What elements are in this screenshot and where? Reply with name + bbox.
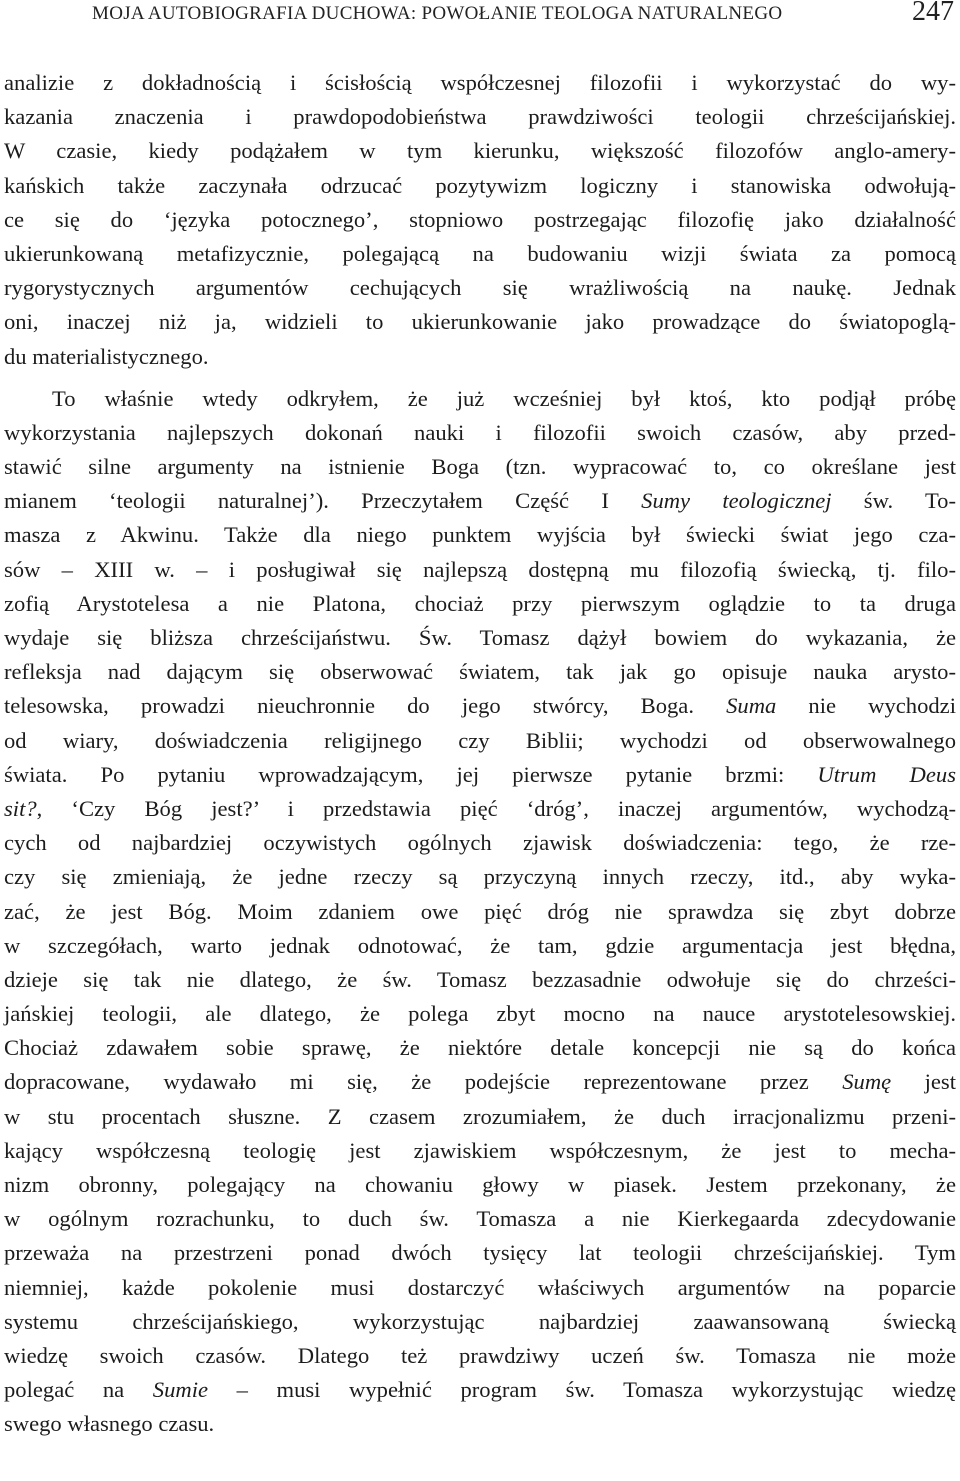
text-line: od wiary, doświadczenia religijnego czy Biblii; wychodzi od obserwowalnego — [4, 727, 956, 753]
text-line: cych od najbardziej oczywistych ogólnych zjawisk doświadczenia: tego, że rze- — [4, 830, 956, 856]
paragraph-2 — [4, 382, 956, 1442]
text-line: w stu procentach słuszne. Z czasem zrozumiałem, że duch irracjonalizmu przeni- — [4, 1103, 956, 1129]
page-number: 247 — [912, 0, 954, 27]
text-line: przeważa na przestrzeni ponad dwóch tysięcy lat teologii chrześcijańskiej. Tym — [4, 1240, 956, 1266]
text-line: zofią Arystotelesa a nie Platona, chociaż przy pierwszym oglądzie to ta druga — [4, 590, 956, 616]
body-text — [4, 66, 956, 1442]
text-line — [4, 689, 956, 723]
text-line: To właśnie wtedy odkryłem, że już wcześniej był ktoś, kto podjął próbę — [52, 385, 956, 411]
text-run: nie wychodzi — [776, 693, 956, 719]
italic-title: Suma — [726, 693, 777, 719]
text-line: swego własnego czasu. — [4, 1411, 215, 1437]
italic-title: Sumie — [152, 1377, 208, 1403]
text-run: mianem ‘teologii naturalnej’). Przeczytałem Część I — [4, 488, 642, 514]
text-line: dzieje się tak nie dlatego, że św. Tomasz bezzasadnie odwołuje się do chrześci- — [4, 966, 956, 992]
text-line — [4, 758, 956, 792]
italic-latin: Utrum Deus — [817, 761, 956, 787]
text-run: polegać na — [4, 1377, 153, 1403]
text-run: św. To- — [831, 488, 956, 514]
text-line: du materialistycznego. — [4, 343, 209, 369]
text-line: stawić silne argumenty na istnienie Boga (tzn. wypracować to, co określane jest — [4, 454, 956, 480]
text-line: analizie z dokładnością i ścisłością współczesnej filozofii i wykorzystać do wy- — [4, 70, 956, 95]
text-line: nizm obronny, polegający na chowaniu głowy w piasek. Jestem przekonany, że — [4, 1172, 956, 1197]
italic-title: Sumę — [842, 1069, 892, 1095]
text-line: oni, inaczej niż ja, widzieli to ukierunkowanie jako prowadzące do światopoglą- — [4, 309, 956, 335]
text-line: czy się zmieniają, że jedne rzeczy są przyczyną innych rzeczy, itd., aby wyka- — [4, 864, 956, 890]
text-line — [4, 1065, 956, 1099]
text-line — [4, 484, 956, 518]
text-line: rygorystycznych argumentów cechujących się wrażliwością na naukę. Jednak — [4, 275, 956, 301]
text-line — [4, 1373, 956, 1407]
text-line: wiedzę swoich czasów. Dlatego też prawdziwy uczeń św. Tomasza nie może — [4, 1342, 956, 1368]
text-line: masza z Akwinu. Także dla niego punktem wyjścia był świecki świat jego cza- — [4, 522, 956, 548]
text-run: – musi wypełnić program św. Tomasza wykorzystując wiedzę — [208, 1377, 956, 1403]
text-run: telesowska, prowadzi nieuchronnie do jego stwórcy, Boga. — [4, 693, 727, 719]
text-line: wydaje się bliższa chrześcijaństwu. Św. Tomasz dążył bowiem do wykazania, że — [4, 625, 956, 650]
text-line: w szczegółach, warto jednak odnotować, że tam, gdzie argumentacja jest błędna, — [4, 932, 956, 958]
italic-latin: sit? — [4, 795, 37, 821]
text-line — [4, 792, 956, 826]
running-header — [0, 0, 960, 40]
paragraph-1 — [4, 66, 956, 374]
text-line: zać, że jest Bóg. Moim zdaniem owe pięć dróg nie sprawdza się zbyt dobrze — [4, 898, 956, 924]
text-run: , ‘Czy Bóg jest?’ i przedstawia pięć ‘dróg’, inaczej argumentów, wychodzą- — [36, 795, 956, 821]
text-run: świata. Po pytaniu wprowadzającym, jej pierwsze pytanie brzmi: — [4, 761, 818, 787]
text-line: Chociaż zdawałem sobie sprawę, że niektóre detale koncepcji nie są do końca — [4, 1035, 956, 1061]
text-line: wykorzystania najlepszych dokonań nauki i filozofii swoich czasów, aby przed- — [4, 419, 956, 445]
text-run: jest — [891, 1069, 956, 1095]
text-run: dopracowane, wydawało mi się, że podejście reprezentowane przez — [4, 1069, 843, 1095]
text-line: ukierunkowaną metafizycznie, polegającą na budowaniu wizji świata za pomocą — [4, 240, 956, 266]
text-line: niemniej, każde pokolenie musi dostarczyć właściwych argumentów na poparcie — [4, 1274, 956, 1300]
text-line: w ogólnym rozrachunku, to duch św. Tomasza a nie Kierkegaarda zdecydowanie — [4, 1206, 956, 1232]
text-line: kazania znaczenia i prawdopodobieństwa prawdziwości teologii chrześcijańskiej. — [4, 104, 956, 130]
text-line: sów – XIII w. – i posługiwał się najlepszą dostępną mu filozofią świecką, tj. filo- — [4, 556, 956, 582]
text-line: W czasie, kiedy podążałem w tym kierunku, większość filozofów anglo-amery- — [4, 138, 956, 164]
text-line: kańskich także zaczynała odrzucać pozytywizm logiczny i stanowiska odwołują- — [4, 172, 956, 198]
running-title: MOJA AUTOBIOGRAFIA DUCHOWA: POWOŁANIE TEOLOGA NATURALNEGO — [92, 3, 783, 24]
text-line: refleksja nad dającym się obserwować światem, tak jak go opisuje nauka arysto- — [4, 659, 956, 685]
text-line: jańskiej teologii, ale dlatego, że polega zbyt mocno na nauce arystotelesowskiej. — [4, 1001, 956, 1027]
text-line: kający współczesną teologię jest zjawiskiem współczesnym, że jest to mecha- — [4, 1137, 956, 1163]
text-line: ce się do ‘języka potocznego’, stopniowo postrzegając filozofię jako działalność — [4, 206, 956, 232]
italic-title: Sumy teologicznej — [641, 488, 832, 514]
text-line: systemu chrześcijańskiego, wykorzystując najbardziej zaawansowaną świecką — [4, 1308, 956, 1334]
